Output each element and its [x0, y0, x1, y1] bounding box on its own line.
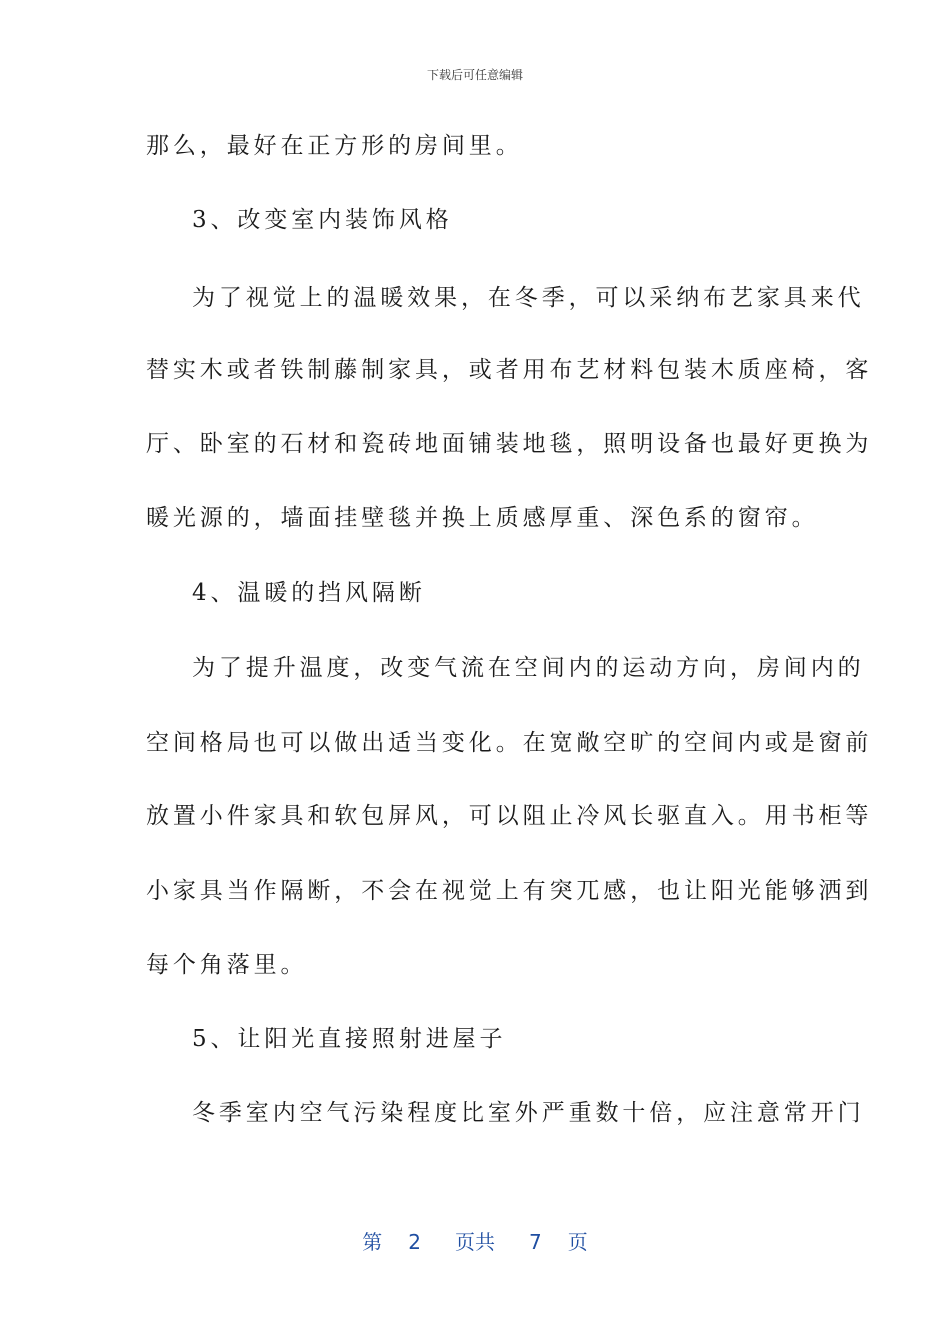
section-heading-4: 4、温暖的挡风隔断 — [192, 580, 426, 606]
body-line-1: 那么，最好在正方形的房间里。 — [146, 133, 523, 159]
footer-middle: 页共 — [455, 1230, 495, 1254]
page-footer — [0, 1226, 950, 1255]
body-line-7: 空间格局也可以做出适当变化。在宽敞空旷的空间内或是窗前 — [146, 730, 873, 756]
footer-total-pages: 7 — [529, 1230, 542, 1254]
section-heading-3: 3、改变室内装饰风格 — [192, 207, 453, 233]
footer-prefix: 第 — [362, 1230, 383, 1254]
body-line-2: 为了视觉上的温暖效果，在冬季，可以采纳布艺家具来代 — [192, 285, 865, 311]
header-note: 下载后可任意编辑 — [426, 68, 523, 82]
footer-page-number: 2 — [408, 1230, 421, 1254]
section-heading-5: 5、让阳光直接照射进屋子 — [192, 1026, 507, 1052]
body-line-11: 冬季室内空气污染程度比室外严重数十倍，应注意常开门 — [192, 1100, 865, 1126]
body-line-3: 替实木或者铁制藤制家具，或者用布艺材料包装木质座椅，客 — [146, 357, 873, 383]
body-line-8: 放置小件家具和软包屏风，可以阻止冷风长驱直入。用书柜等 — [146, 803, 873, 829]
body-line-6: 为了提升温度，改变气流在空间内的运动方向，房间内的 — [192, 655, 865, 681]
body-line-9: 小家具当作隔断，不会在视觉上有突兀感，也让阳光能够洒到 — [146, 878, 873, 904]
body-line-4: 厅、卧室的石材和瓷砖地面铺装地毯，照明设备也最好更换为 — [146, 431, 873, 457]
body-line-10: 每个角落里。 — [146, 952, 308, 978]
body-line-5: 暖光源的，墙面挂壁毯并换上质感厚重、深色系的窗帘。 — [146, 505, 819, 531]
footer-suffix: 页 — [567, 1230, 588, 1254]
